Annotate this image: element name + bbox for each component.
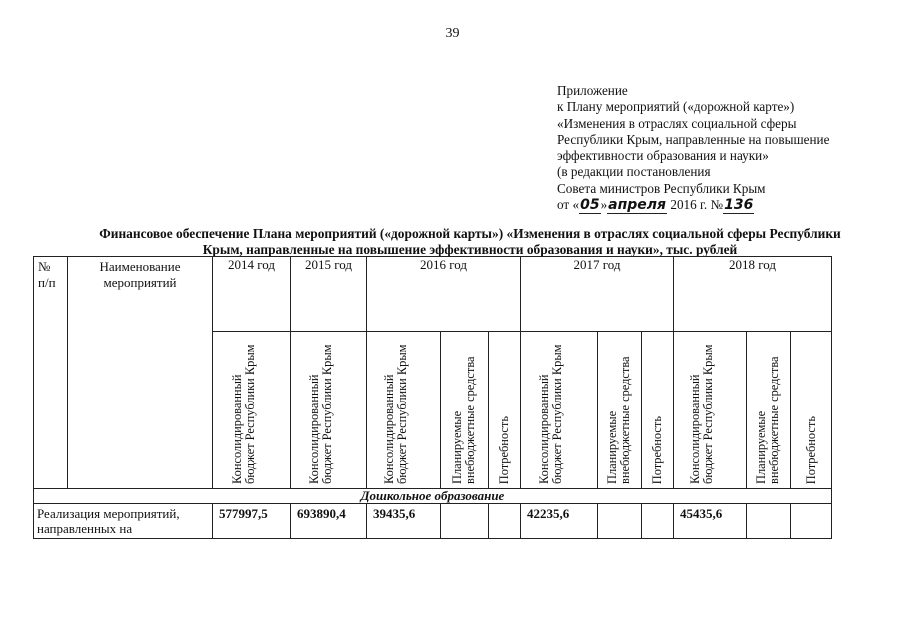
page-number: 39 xyxy=(445,26,460,41)
cell-2016-extra xyxy=(441,504,489,539)
handwritten-number: 136 xyxy=(724,197,754,214)
appendix-line: Республики Крым, направленные на повышение xyxy=(557,131,830,147)
appendix-line: к Плану мероприятий («дорожной карте») xyxy=(557,99,795,115)
subheader-consolidated-2017: Консолидированный бюджет Республики Крым xyxy=(521,332,598,489)
cell-2017-extra xyxy=(598,504,642,539)
subheader-extra-2016: Планируемые внебюджетные средства xyxy=(441,332,489,489)
appendix-block xyxy=(557,83,902,213)
date-prefix: от « xyxy=(557,197,580,213)
cell-2017-need xyxy=(642,504,674,539)
subheader-extra-2018: Планируемые внебюджетные средства xyxy=(747,332,791,489)
appendix-date-line xyxy=(557,197,902,213)
cell-2018-need xyxy=(791,504,832,539)
appendix-line: Совета министров Республики Крым xyxy=(557,180,766,196)
section-preschool: Дошкольное образование xyxy=(34,489,832,504)
date-mid: » xyxy=(600,197,608,213)
financing-table xyxy=(33,256,832,539)
header-year-2015: 2015 год xyxy=(291,257,367,332)
document-title: Финансовое обеспечение Плана мероприятий («дорожной карты») «Изменения в отраслях социальной сферы Республики Крым, направленные на повышение эффективности образования и науки», тыс. рублей xyxy=(99,226,841,257)
subheader-need-2017: Потребность xyxy=(642,332,674,489)
appendix-line: Приложение xyxy=(557,83,628,98)
subheader-consolidated-2015: Консолидированный бюджет Республики Крым xyxy=(291,332,367,489)
header-number: № п/п xyxy=(34,257,68,489)
subheader-consolidated-2018: Консолидированный бюджет Республики Крым xyxy=(674,332,747,489)
cell-2015: 693890,4 xyxy=(291,504,367,539)
appendix-line: эффективности образования и науки» xyxy=(557,148,769,164)
header-year-2018: 2018 год xyxy=(674,257,832,332)
cell-2018-extra xyxy=(747,504,791,539)
appendix-line: «Изменения в отраслях социальной сферы xyxy=(557,115,797,131)
cell-2018-consolidated: 45435,6 xyxy=(674,504,747,539)
handwritten-day: 05 xyxy=(580,197,600,214)
subheader-need-2016: Потребность xyxy=(489,332,521,489)
appendix-line: (в редакции постановления xyxy=(557,164,711,180)
header-year-2016: 2016 год xyxy=(367,257,521,332)
cell-2014: 577997,5 xyxy=(213,504,291,539)
subheader-consolidated-2014: Консолидированный бюджет Республики Крым xyxy=(213,332,291,489)
handwritten-month: апреля xyxy=(608,197,667,214)
subheader-need-2018: Потребность xyxy=(791,332,832,489)
cell-2017-consolidated: 42235,6 xyxy=(521,504,598,539)
header-name: Наименование мероприятий xyxy=(68,257,213,489)
subheader-extra-2017: Планируемые внебюджетные средства xyxy=(598,332,642,489)
subheader-consolidated-2016: Консолидированный бюджет Республики Крым xyxy=(367,332,441,489)
table-row xyxy=(34,504,832,539)
date-year: 2016 г. № xyxy=(667,197,724,213)
header-year-2017: 2017 год xyxy=(521,257,674,332)
row-name: Реализация мероприятий, направленных на xyxy=(34,504,213,539)
cell-2016-consolidated: 39435,6 xyxy=(367,504,441,539)
header-year-2014: 2014 год xyxy=(213,257,291,332)
cell-2016-need xyxy=(489,504,521,539)
